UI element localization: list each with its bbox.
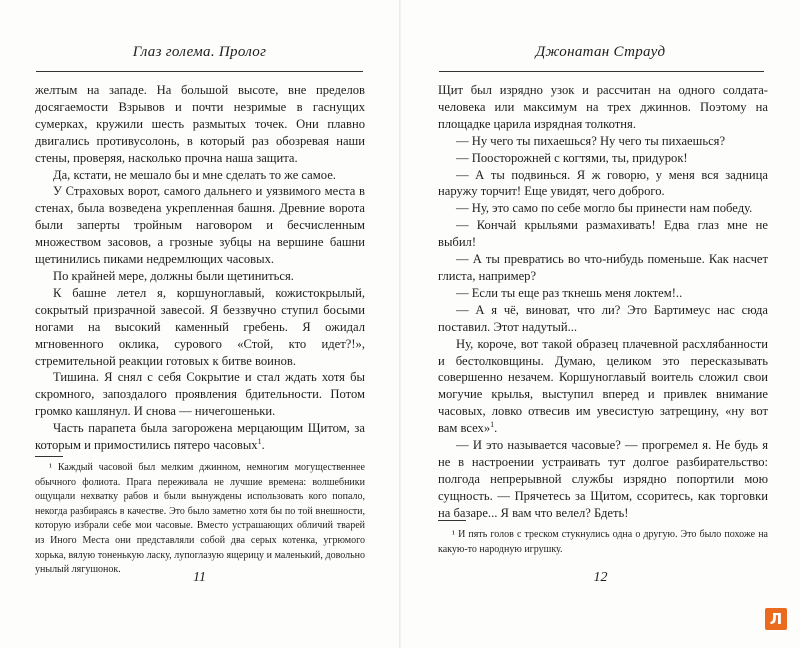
left-page — [0, 0, 399, 648]
right-paragraph-1: Щит был изрядно узок и рассчитан на одного солдата-человека или максимум на трех джиннов. Поэтому на площадке царила изрядная толкотня. — [438, 83, 768, 131]
right-header-rule — [439, 71, 764, 72]
right-paragraph-2: — Ну чего ты пихаешься? Ну чего ты пихаешься? — [456, 133, 726, 148]
right-page-body — [438, 82, 768, 522]
right-footnote-text: ¹ И пять голов с треском стукнулись одна о другую. Это было похоже на какую-то народную игрушку. — [438, 529, 768, 555]
left-page-number: 11 — [193, 570, 206, 585]
right-paragraph-7: — А ты превратись во что-нибудь поменьше. Как насчет глиста, например? — [438, 252, 768, 283]
left-page-body — [35, 82, 365, 454]
right-paragraph-10: Ну, короче, вот такой образец плачевной расхлябанности и бестолковщины. Думаю, целиком это пересказывать совершенно незачем. Коршуноглавый воитель сложил свои могучие крылья, выступил вперед и привлек внимание часовых, ловко отвесив им увесистую затрещину, «ну вот вам всех»$^1$. — [438, 336, 768, 436]
right-page-header: Джонатан Страуд — [535, 44, 666, 60]
left-paragraph-7-text: Часть парапета была загорожена мерцающим Щитом, за которым и примостились пятеро часовых — [35, 421, 365, 453]
left-paragraph-1: желтым на западе. На большой высоте, вне пределов досягаемости Взрывов и почти незримые в гаснущих сумерках, кружили шесть размытых точек. Они плавно двигались противусолонь, в который раз обозревая наши стены, проверяя, насколько прочна наша защита. — [35, 83, 365, 165]
footnote-marker: 1 — [257, 436, 262, 446]
left-paragraph-6: Тишина. Я снял с себя Сокрытие и стал ждать хотя бы скромного, запоздалого проявления бдительности. Потом громко кашлянул. И снова — ничегошеньки. — [35, 370, 365, 419]
left-header-rule — [36, 71, 363, 72]
right-paragraph-11: — И это называется часовые? — прогремел я. Не будь я не в настроении устраивать тут долгое разбирательство: полгода непрерывной службы изрядно попортили мою сущность. — Прячетесь за Щитом, ссоритесь, как торговки на базаре... Я вам что велел? Бдеть! — [438, 438, 768, 520]
right-paragraph-4: — А ты подвинься. Я ж говорю, у меня вся задница наружу торчит! Еще увидят, чего доброго. — [438, 167, 768, 199]
right-paragraph-5: — Ну, это само по себе могло бы принести нам победу. — [456, 201, 753, 216]
left-footnote-rule — [35, 456, 63, 457]
right-page — [401, 0, 800, 648]
right-footnote-rule — [438, 520, 466, 521]
right-paragraph-3: — Поосторожней с когтями, ты, придурок! — [456, 150, 688, 165]
right-paragraph-9: — А я чё, виноват, что ли? Это Бартимеус нас сюда поставил. Этот надутый... — [438, 302, 768, 334]
litres-logo-icon: Л — [765, 608, 787, 630]
left-paragraph-7: Часть парапета была загорожена мерцающим Щитом, за которым и примостились пятеро часовых$^1$. — [35, 421, 365, 453]
right-footnote — [438, 528, 768, 557]
left-paragraph-2: Да, кстати, не мешало бы и мне сделать то же самое. — [53, 167, 336, 182]
left-paragraph-4: По крайней мере, должны были щетиниться. — [53, 268, 294, 283]
left-paragraph-5: К башне летел я, коршуноглавый, кожистокрылый, сокрытый призрачной завесой. Я беззвучно ступил босыми ногами на высокий каменный гребень. Я ожидал мгновенного оклика, сурового «Стой, кто идет?!», стремительной реакции готовых к битве воинов. — [35, 285, 365, 368]
left-page-header: Глаз голема. Пролог — [132, 44, 267, 60]
right-paragraph-8: — Если ты еще раз ткнешь меня локтем!.. — [456, 285, 683, 300]
footnote-marker: 1 — [490, 419, 495, 429]
right-paragraph-6: — Кончай крыльями размахивать! Едва глаз мне не выбил! — [438, 218, 768, 250]
right-page-number: 12 — [593, 570, 608, 585]
right-paragraph-10-text: Ну, короче, вот такой образец плачевной расхлябанности и бестолковщины. Думаю, целиком это пересказывать совершенно незачем. Коршуноглавый воитель сложил свои могучие крылья, выступил вперед и привлек внимание часовых, ловко отвесив им увесистую затрещину, «ну вот вам всех» — [438, 336, 768, 436]
left-paragraph-3: У Страховых ворот, самого дальнего и уязвимого места в стенах, была возведена укрепленная башня. Древние ворота были заперты тройным наговором и бесчисленным множеством засовов, а грозные зубцы на вершине башни щетинились пиками недремлющих часовых. — [35, 184, 365, 267]
left-footnote-text: ¹ Каждый часовой был мелким джинном, немногим могущественнее обычного фолиота. Прага переживала не лучшие времена: волшебники ощущали нехватку рабов и были вынуждены использовать кого попало, некогда разбираясь в качестве. Это было заметно хотя бы по той внешности, которую избрали себе мои часовые. Вместо устрашающих обличий тварей из Иного Места они представляли собой два серых котенка, угрюмого хорька, вялую тоненькую ласку, лупоглазую ящерицу и маленький, довольно унылый лягушонок. — [35, 462, 365, 576]
left-footnote — [35, 461, 365, 578]
